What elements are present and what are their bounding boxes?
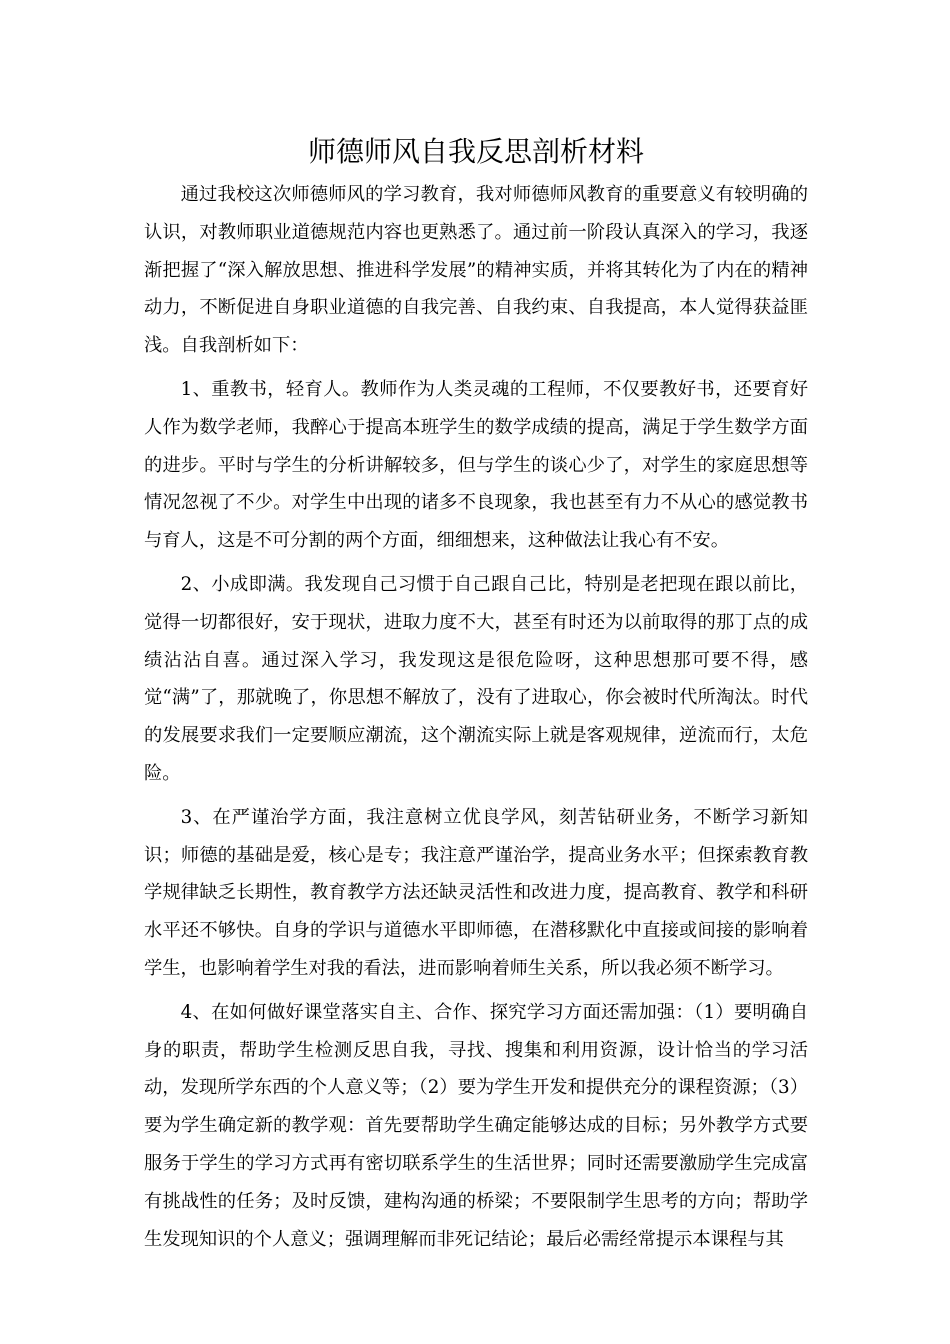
- document-title: 师德师风自我反思剖析材料: [307, 135, 644, 168]
- paragraph-point-1: 1、重教书，轻育人。教师作为人类灵魂的工程师，不仅要教好书，还要育好人作为数学老师，我醉心于提高本班学生的数学成绩的提高，满足于学生数学方面的进步。平时与学生的分析讲解较多，但与学生的谈心少了，对学生的家庭思想等情况忽视了不少。对学生中出现的诸多不良现象，我也甚至有力不从心的感觉教书与育人，这是不可分割的两个方面，细细想来，这种做法让我心有不安。: [144, 378, 808, 552]
- document-body: [144, 128, 808, 1258]
- paragraph-intro: 通过我校这次师德师风的学习教育，我对师德师风教育的重要意义有较明确的认识，对教师职业道德规范内容也更熟悉了。通过前一阶段认真深入的学习，我逐渐把握了“深入解放思想、推进科学发展”的精神实质，并将其转化为了内在的精神动力，不断促进自身职业道德的自我完善、自我约束、自我提高，本人觉得获益匪浅。自我剖析如下：: [144, 184, 808, 357]
- paragraph-point-3: 3、在严谨治学方面，我注意树立优良学风，刻苦钻研业务，不断学习新知识；师德的基础是爱，核心是专；我注意严谨治学，提高业务水平；但探索教育教学规律缺乏长期性，教育教学方法还缺灵活性和改进力度，提高教育、教学和科研水平还不够快。自身的学识与道德水平即师德，在潜移默化中直接或间接的影响着学生，也影响着学生对我的看法，进而影响着师生关系，所以我必须不断学习。: [144, 806, 808, 979]
- paragraph-point-4: 4、在如何做好课堂落实自主、合作、探究学习方面还需加强：（1）要明确自身的职责，帮助学生检测反思自我，寻找、搜集和利用资源，设计恰当的学习活动，发现所学东西的个人意义等；（2）要为学生开发和提供充分的课程资源；（3）要为学生确定新的教学观：首先要帮助学生确定能够达成的目标；另外教学方式要服务于学生的学习方式再有密切联系学生的生活世界；同时还需要激励学生完成富有挑战性的任务；及时反馈，建构沟通的桥梁；不要限制学生思考的方向；帮助学生发现知识的个人意义；强调理解而非死记结论；最后必需经常提示本课程与其: [144, 1001, 808, 1250]
- paragraph-point-2: 2、小成即满。我发现自己习惯于自己跟自己比，特别是老把现在跟以前比，觉得一切都很好，安于现状，进取力度不大，甚至有时还为以前取得的那丁点的成绩沾沾自喜。通过深入学习，我发现这是很危险呀，这种思想那可要不得，感觉“满”了，那就晚了，你思想不解放了，没有了进取心，你会被时代所淘汰。时代的发展要求我们一定要顺应潮流，这个潮流实际上就是客观规律，逆流而行，太危险。: [144, 573, 808, 784]
